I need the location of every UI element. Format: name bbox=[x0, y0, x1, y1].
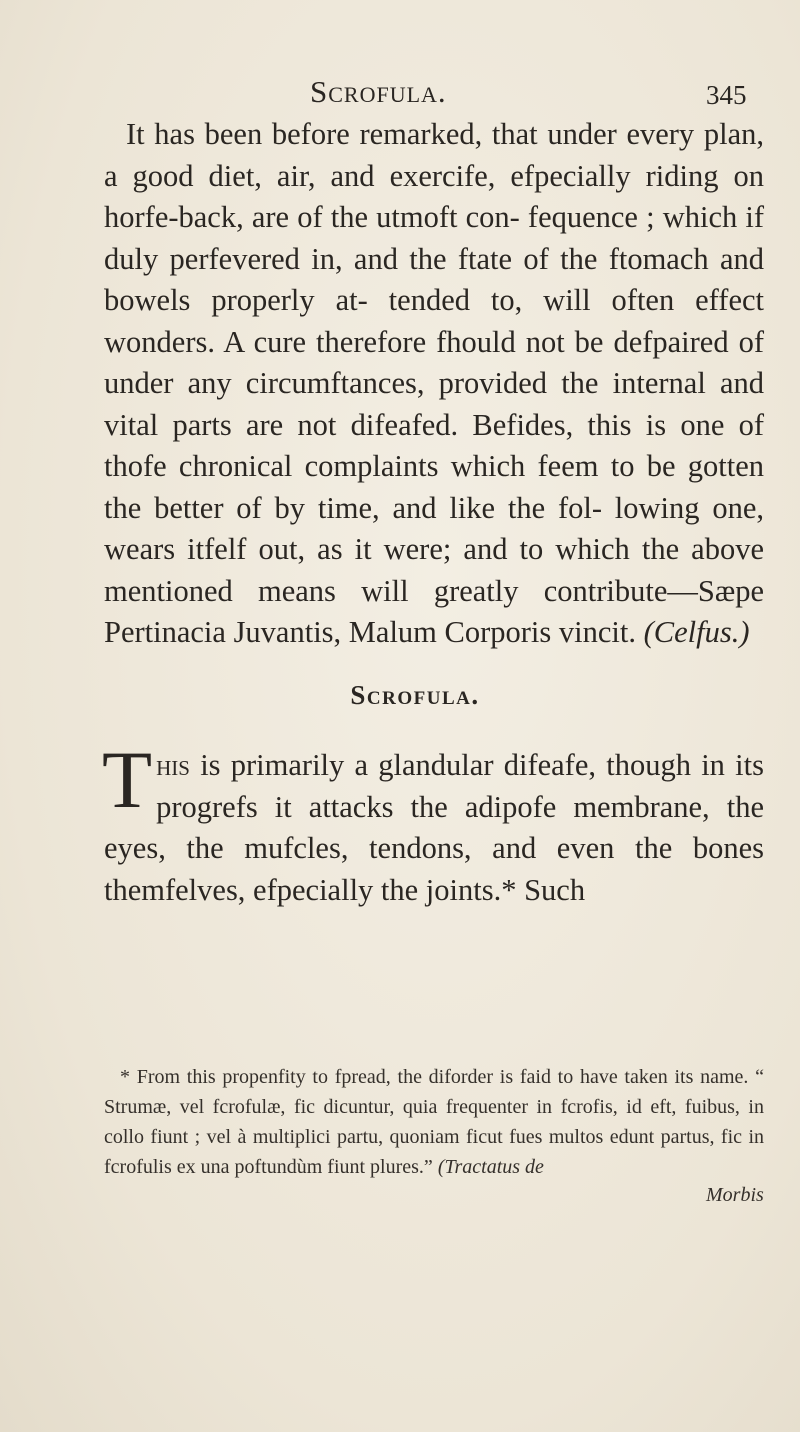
paragraph-scrofula-text: is primarily a glandular difeafe, though in its progrefs it attacks the adipofe membrane, the eyes, the mufcles, tendons, and even the bones themfelves, efpecially the joints.* Such bbox=[104, 748, 764, 907]
paragraph-celsus bbox=[104, 114, 764, 654]
footnote-citation: (Tractatus de bbox=[437, 1156, 544, 1178]
lead-word: his bbox=[156, 748, 190, 782]
catchword: Morbis bbox=[706, 1184, 764, 1206]
running-title: Scrofula. bbox=[310, 74, 447, 109]
page-number: 345 bbox=[706, 80, 747, 110]
footnote bbox=[104, 1062, 764, 1182]
celsus-citation: (Celfus.) bbox=[643, 615, 750, 649]
paragraph-celsus-text: It has been before remarked, that under every plan, a good diet, air, and exercife, efpecially riding on horfe-back, are of the utmoft con- fequence ; which if duly perfevered in, and the ftate of the ftomach and bowels properly at- tended to, will often effect wonders. A cure therefore fhould not be defpaired of under any circumftances, provided the internal and vital parts are not difeafed. Befides, this is one of thofe chronical complaints which feem to be gotten the better of by time, and like the fol- lowing one, wears itfelf out, as it were; and to which the above mentioned means will greatly contribute—Sæpe Pertinacia Juvantis, Malum Corporis vincit. bbox=[104, 117, 764, 649]
paragraph-scrofula-intro bbox=[102, 734, 764, 911]
section-heading-scrofula: Scrofula. bbox=[350, 680, 480, 710]
running-head bbox=[0, 74, 800, 114]
footnote-text: * From this propenfity to fpread, the diforder is faid to have taken its name. “ Strumæ, vel fcrofulæ, fic dicuntur, quia frequenter in fcrofis, id eft, fuibus, in collo fiunt ; vel à multiplici partu, quoniam ficut fues multos edunt partus, fic in fcrofulis ex una poftundùm fiunt plures.” bbox=[104, 1066, 764, 1178]
drop-cap: T bbox=[102, 734, 153, 825]
